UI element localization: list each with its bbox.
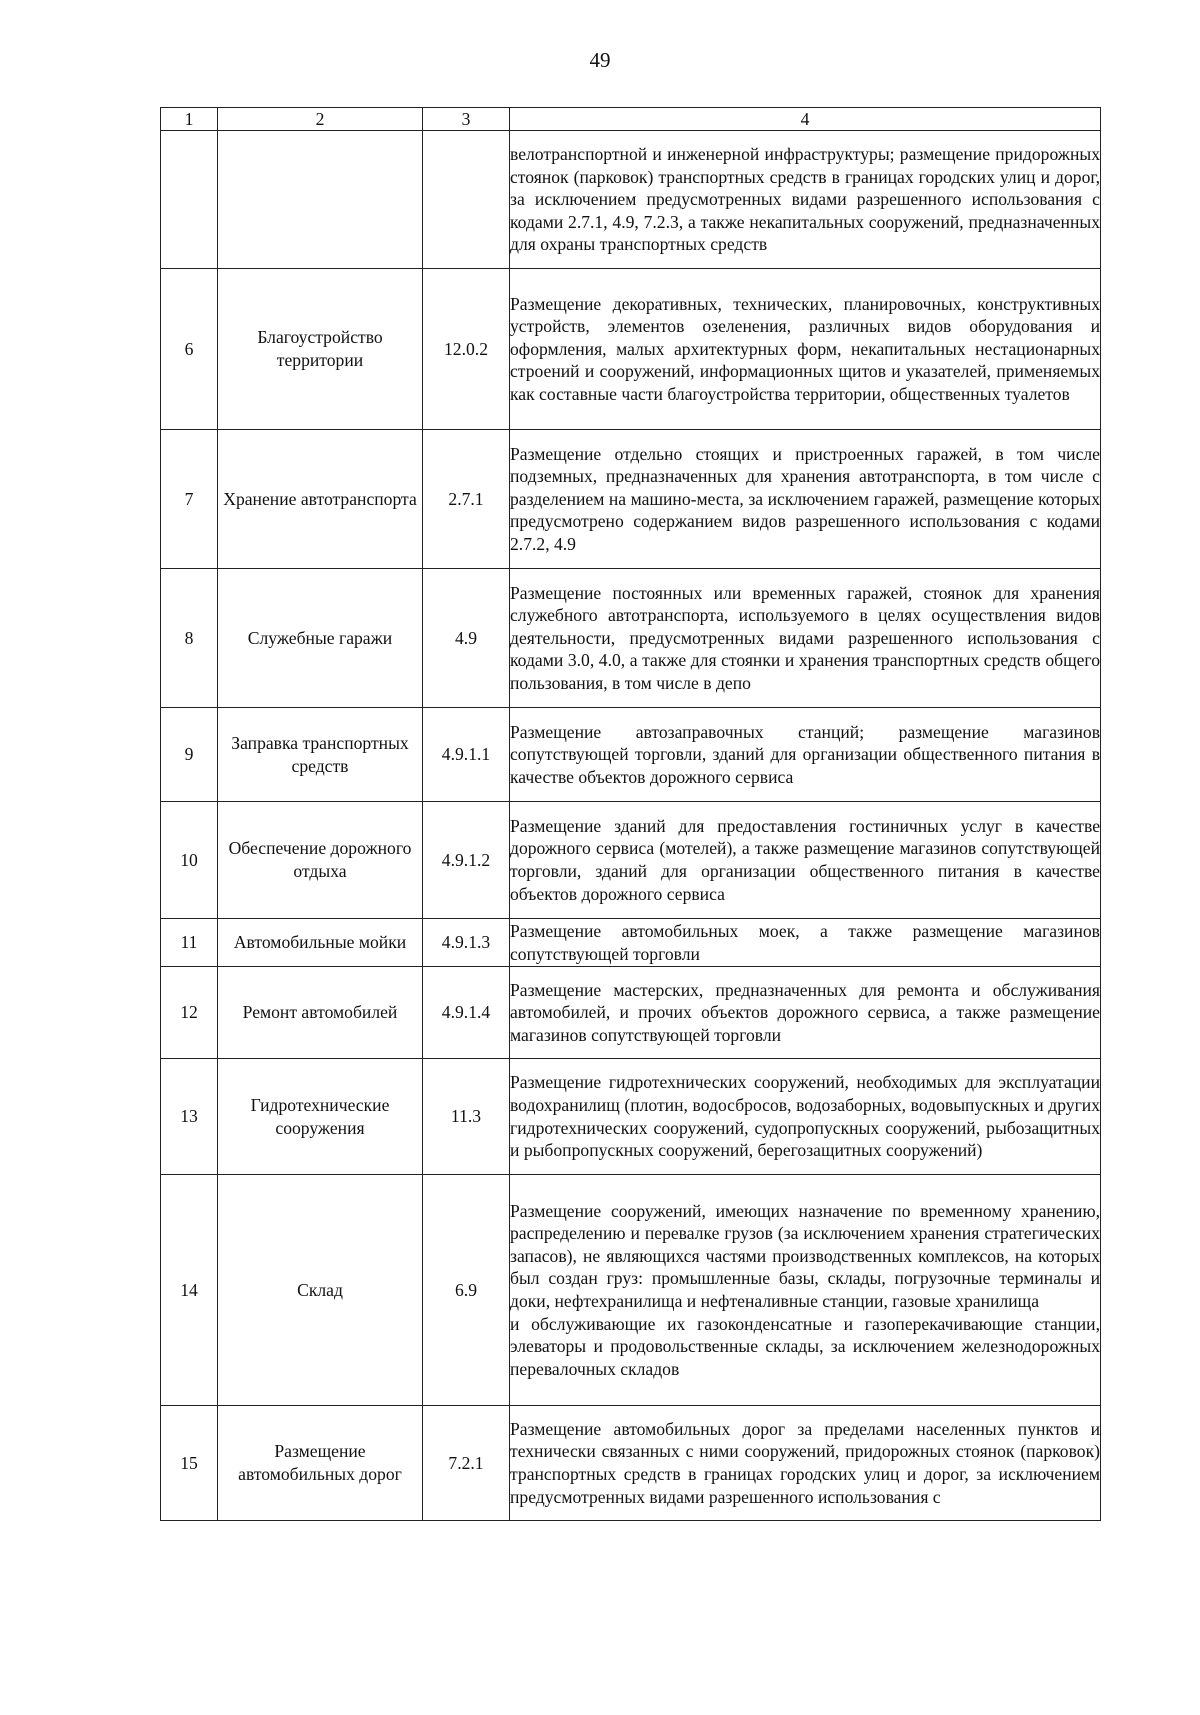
table-header-row — [161, 108, 1101, 131]
use-type-description — [510, 430, 1101, 569]
row-number: 6 — [161, 269, 218, 430]
use-type-name: Хранение автотранспорта — [218, 430, 423, 569]
description-text: Размещение зданий для предоставления гостиничных услуг в качестве дорожного сервиса (мотелей), а также размещение магазинов сопутствующей торговли, зданий для организации общественного питания в качестве объектов дорожного сервиса — [510, 815, 1100, 904]
table-row — [161, 919, 1101, 967]
use-type-code: 4.9.1.2 — [423, 802, 510, 919]
land-use-table — [160, 107, 1101, 1521]
use-type-code: 4.9.1.3 — [423, 919, 510, 967]
row-number: 7 — [161, 430, 218, 569]
use-type-description — [510, 1406, 1101, 1521]
use-type-code: 2.7.1 — [423, 430, 510, 569]
use-type-description — [510, 1059, 1101, 1175]
description-text: Размещение мастерских, предназначенных для ремонта и обслуживания автомобилей, и прочих объектов дорожного сервиса, а также размещение магазинов сопутствующей торговли — [510, 979, 1100, 1045]
table-row — [161, 1406, 1101, 1521]
description-text: Размещение декоративных, технических, планировочных, конструктивных устройств, элементов озеленения, различных видов оборудования и оформления, малых архитектурных форм, некапитальных нестационарных строений и сооружений, информационных щитов и указателей, применяемых как составные части благоустройства территории, общественных туалетов — [510, 293, 1100, 404]
row-number: 14 — [161, 1175, 218, 1406]
row-number: 12 — [161, 967, 218, 1059]
use-type-name: Ремонт автомобилей — [218, 967, 423, 1059]
row-number: 9 — [161, 708, 218, 802]
table-row — [161, 708, 1101, 802]
table-row — [161, 1059, 1101, 1175]
header-col-1: 1 — [161, 108, 218, 131]
header-col-3: 3 — [423, 108, 510, 131]
description-text: и обслуживающие их газоконденсатные и газоперекачивающие станции, элеваторы и продовольственные склады, за исключением железнодорожных перевалочных складов — [510, 1313, 1100, 1379]
row-number: 10 — [161, 802, 218, 919]
use-type-description — [510, 919, 1101, 967]
table-row — [161, 430, 1101, 569]
header-col-2: 2 — [218, 108, 423, 131]
use-type-code: 4.9.1.4 — [423, 967, 510, 1059]
use-type-name: Обеспечение дорожного отдыха — [218, 802, 423, 919]
page-number: 49 — [589, 48, 611, 72]
use-type-code — [423, 131, 510, 269]
row-number: 8 — [161, 569, 218, 708]
table-row — [161, 569, 1101, 708]
use-type-code: 7.2.1 — [423, 1406, 510, 1521]
use-type-description — [510, 802, 1101, 919]
description-text: Размещение автозаправочных станций; размещение магазинов сопутствующей торговли, зданий для организации общественного питания в качестве объектов дорожного сервиса — [510, 721, 1100, 787]
use-type-description — [510, 1175, 1101, 1406]
row-number: 11 — [161, 919, 218, 967]
description-text: Размещение гидротехнических сооружений, необходимых для эксплуатации водохранилищ (плотин, водосбросов, водозаборных, водовыпускных и других гидротехнических сооружений, судопропускных сооружений, рыбозащитных и рыбопропускных сооружений, берегозащитных сооружений) — [510, 1072, 1100, 1161]
row-number: 13 — [161, 1059, 218, 1175]
use-type-name: Гидротехнические сооружения — [218, 1059, 423, 1175]
description-text: Размещение отдельно стоящих и пристроенных гаражей, в том числе подземных, предназначенных для хранения автотранспорта, в том числе с разделением на машино-места, за исключением гаражей, размещение которых предусмотрено содержанием видов разрешенного использования с кодами 2.7.2, 4.9 — [510, 443, 1100, 554]
description-text: Размещение постоянных или временных гаражей, стоянок для хранения служебного автотранспорта, используемого в целях осуществления видов деятельности, предусмотренных видами разрешенного использования с кодами 3.0, 4.0, а также для стоянки и хранения транспортных средств общего пользования, в том числе в депо — [510, 582, 1100, 693]
use-type-description — [510, 569, 1101, 708]
use-type-name: Заправка транспортных средств — [218, 708, 423, 802]
use-type-code: 6.9 — [423, 1175, 510, 1406]
use-type-name: Благоустройство территории — [218, 269, 423, 430]
description-text: Размещение автомобильных моек, а также размещение магазинов сопутствующей торговли — [510, 920, 1100, 964]
table-row — [161, 269, 1101, 430]
use-type-name: Автомобильные мойки — [218, 919, 423, 967]
use-type-code: 4.9 — [423, 569, 510, 708]
table-row — [161, 802, 1101, 919]
use-type-code: 11.3 — [423, 1059, 510, 1175]
table-row — [161, 131, 1101, 269]
use-type-description — [510, 967, 1101, 1059]
description-text: велотранспортной и инженерной инфраструктуры; размещение придорожных стоянок (парковок) транспортных средств в границах городских улиц и дорог, за исключением предусмотренных видами разрешенного использования с кодами 2.7.1, 4.9, 7.2.3, а также некапитальных сооружений, предназначенных для охраны транспортных средств — [510, 144, 1100, 255]
use-type-description — [510, 269, 1101, 430]
row-number: 15 — [161, 1406, 218, 1521]
table-row — [161, 967, 1101, 1059]
description-text: Размещение сооружений, имеющих назначение по временному хранению, распределению и перевалке грузов (за исключением хранения стратегических запасов), не являющихся частями производственных комплексов, на которых был создан груз: промышленные базы, склады, погрузочные терминалы и доки, нефтехранилища и нефтеналивные станции, газовые хранилища — [510, 1200, 1100, 1311]
use-type-name: Размещение автомобильных дорог — [218, 1406, 423, 1521]
use-type-description — [510, 708, 1101, 802]
use-type-code: 4.9.1.1 — [423, 708, 510, 802]
use-type-name: Служебные гаражи — [218, 569, 423, 708]
table-row — [161, 1175, 1101, 1406]
description-text: Размещение автомобильных дорог за пределами населенных пунктов и технически связанных с ними сооружений, придорожных стоянок (парковок) транспортных средств в границах городских улиц и дорог, за исключением предусмотренных видами разрешенного использования с — [510, 1418, 1100, 1507]
use-type-description — [510, 131, 1101, 269]
use-type-name: Склад — [218, 1175, 423, 1406]
row-number — [161, 131, 218, 269]
use-type-code: 12.0.2 — [423, 269, 510, 430]
header-col-4: 4 — [510, 108, 1101, 131]
use-type-name — [218, 131, 423, 269]
